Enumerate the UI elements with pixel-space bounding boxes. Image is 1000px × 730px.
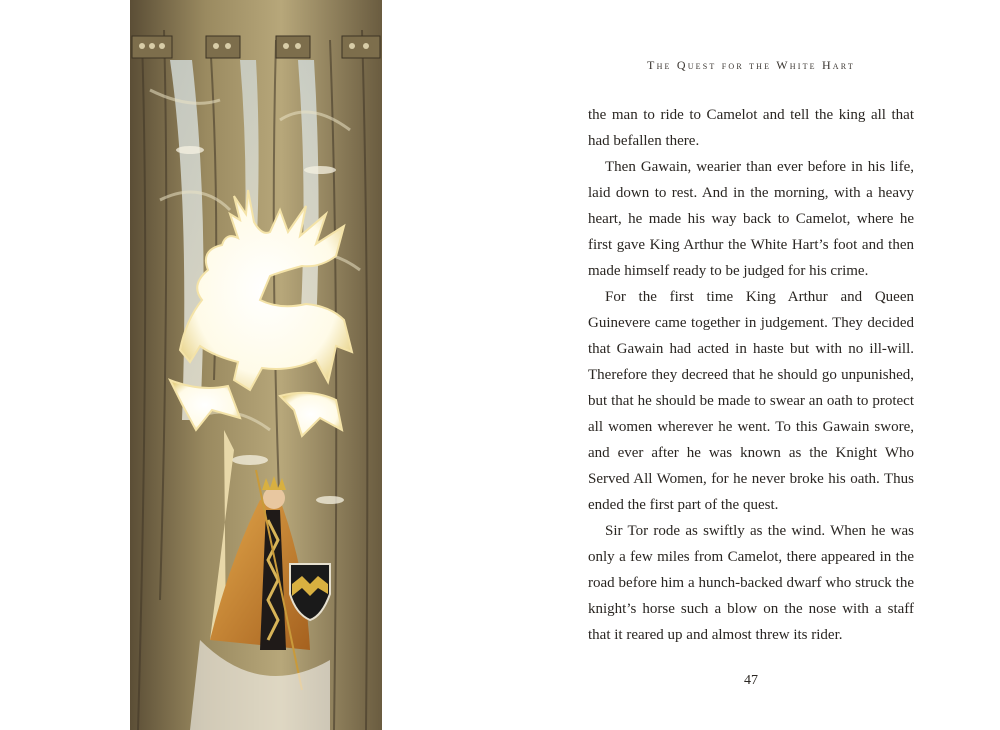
page-number: 47	[744, 673, 758, 688]
paragraph: For the first time King Arthur and Queen Guinevere came together in judgement. They decided that Gawain had acted in haste but with no ill-will. Therefore they decreed that he should go unpunished, but that he should be made to swear an oath to protect all women wherever he went. To this Gawain swore, and ever after he was known as the Knight Who Served All Women, for he never broke his oath. Thus ended the first part of the quest.	[588, 289, 914, 513]
text-page	[588, 0, 914, 730]
paragraph: Sir Tor rode as swiftly as the wind. When he was only a few miles from Camelot, there appeared in the road before him a hunch-backed dwarf who struck the knight’s horse such a blow on the nose with a staff that it reared up and almost threw its rider.	[588, 523, 914, 643]
running-head: The Quest for the White Hart	[647, 58, 855, 72]
paragraph: Then Gawain, wearier than ever before in his life, laid down to rest. And in the morning, with a heavy heart, he made his way back to Camelot, where he first gave King Arthur the White Hart’s foot and then made himself ready to be judged for his crime.	[588, 159, 914, 279]
forest-illustration	[130, 0, 382, 730]
hart-forest-artwork	[130, 0, 382, 730]
body-text	[588, 102, 914, 648]
paragraph: the man to ride to Camelot and tell the king all that had befallen there.	[588, 107, 914, 149]
